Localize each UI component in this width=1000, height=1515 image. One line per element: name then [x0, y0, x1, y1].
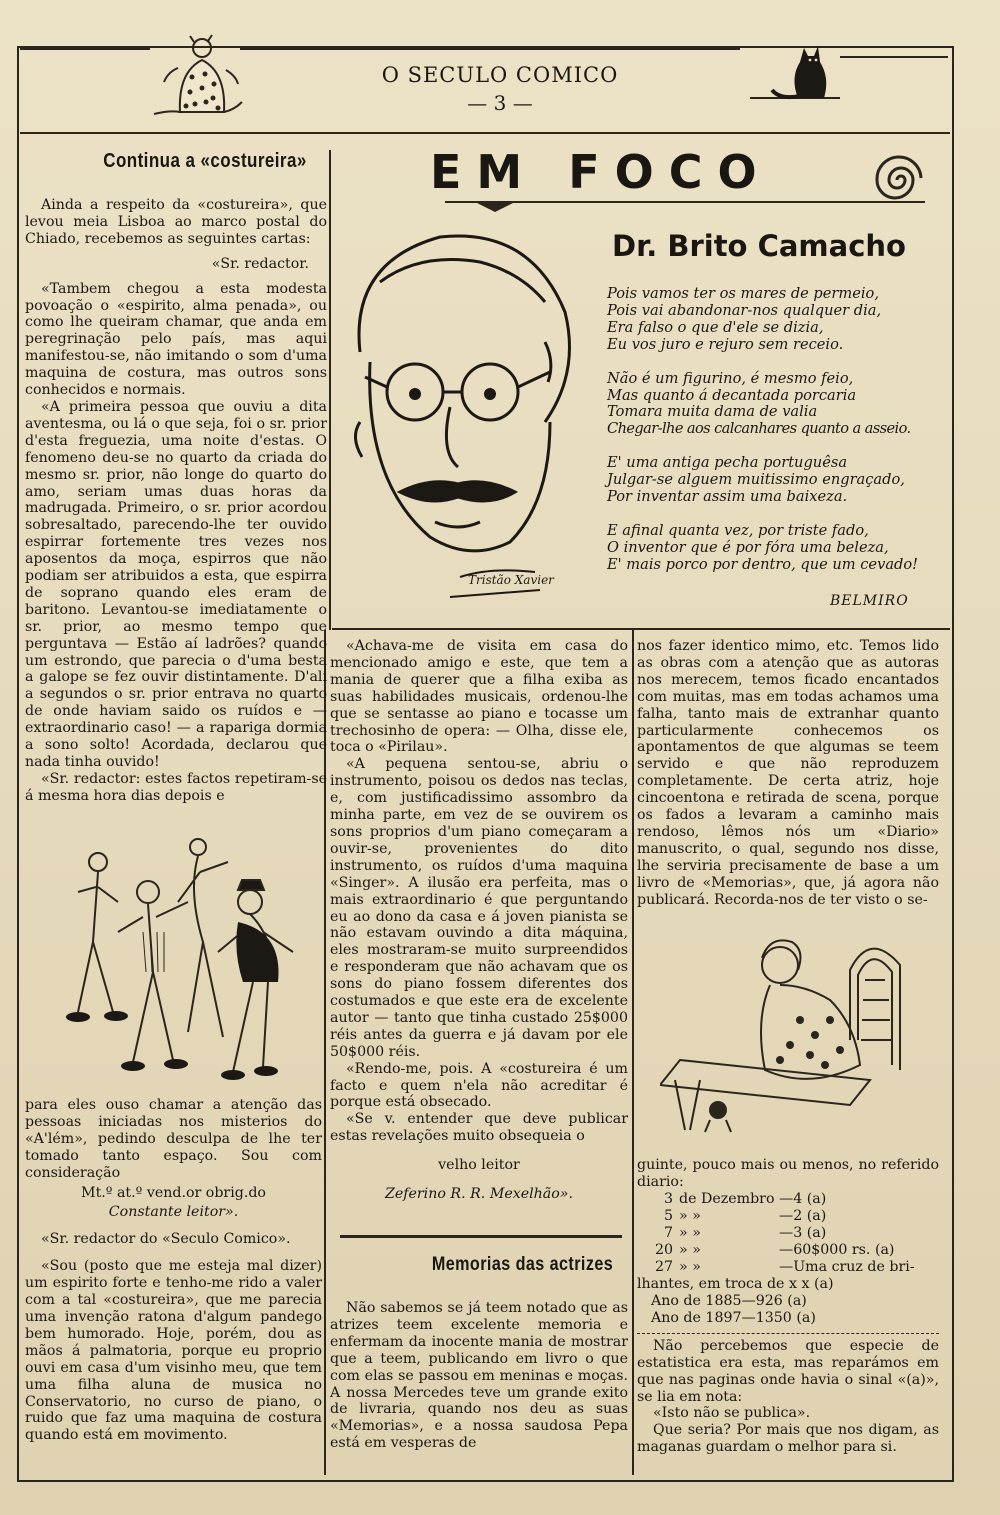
stanza-4: [607, 523, 947, 574]
verse: Julgar-se alguem muitissimo engraçado,: [607, 471, 905, 489]
verse: Tomara muita dama de valia: [607, 403, 818, 421]
header-rule-center: [240, 48, 740, 50]
column-2-upper: [330, 638, 628, 1203]
salutation: «Sr. redactor.: [211, 255, 309, 272]
subject-name: Dr. Brito Camacho: [612, 229, 906, 263]
diary-row-continued: lhantes, em troca de x x (a): [637, 1275, 834, 1292]
black-cat-icon: [750, 38, 840, 104]
diary-row: 5 » » —2 (a): [663, 1207, 827, 1224]
verse: Eu vos juro e rejuro sem receio.: [607, 335, 844, 353]
artist-signature: Tristão Xavier: [468, 573, 554, 587]
mascot-doll-icon: [150, 32, 245, 122]
heading-memorias-actrizes: Memorias das actrizes: [431, 1254, 614, 1275]
verse: Por inventar assim uma baixeza.: [607, 488, 848, 506]
verse: Era falso o que d'ele se dizia,: [607, 318, 824, 336]
closing: velho leitor: [438, 1157, 520, 1174]
column-3-lower: [637, 1157, 939, 1456]
diary-year-row: Ano de 1885—926 (a): [651, 1292, 807, 1309]
salutation: «Sr. redactor do «Seculo Comico».: [41, 1231, 291, 1248]
diary-row: 7 » » —3 (a): [663, 1224, 827, 1241]
paragraph: «Rendo-me, pois. A «costureira é um facto e quem n'ela não acreditar é porque está obsecado.: [330, 1060, 628, 1111]
em-foco-bottom-rule: [332, 628, 950, 630]
column-3-upper: [637, 638, 939, 909]
paragraph: «Se v. entender que deve publicar estas revelações muito obsequeia o: [330, 1111, 628, 1145]
signer: Zeferino R. R. Mexelhão».: [385, 1186, 573, 1203]
stanza-2: [607, 371, 947, 439]
header-bottom-rule: [20, 132, 950, 134]
paragraph: Não sabemos se já teem notado que as atrizes teem excelente memoria e enfermam da inocente mania de mostrar que a teem, publicando em livro o que com elas se passou em meninas e moças. A nossa Mercedes teve um grande exito de livraria, quando nos deu as suas «Memorias», e a nossa saudosa Pepa está em vesperas de: [330, 1300, 628, 1452]
paragraph: «A primeira pessoa que ouviu a dita aventesma, ou lá o que seja, foi o sr. prior d'esta freguezia, uma noite d'estas. O fenomeno deu-se no quarto da criada do mesmo sr. prior, não longe do quarto do amo, seriam umas duas horas da madrugada. Primeiro, o sr. prior acordou sobresaltado, parecendo-lhe ter ouvido espirrar fortemente tres vezes nos aposentos da moça, espirros que não podiam ser atribuidos a esta, que espirra de soprano quando eles eram de baritono. Levantou-se imediatamente o sr. prior, ao mesmo tempo que perguntava — Estão aí ladrões? quando um estrondo, que parecia o d'uma besta a galope se fez ouvir distintamente. D'ali a segundos o sr. prior entrava no quarto de onde haviam saido os ruídos e — extraordinario caso! — a rapariga dormia a sono solto! Acordada, declarou que nada tinha ouvido!: [25, 398, 327, 770]
verse: E' mais porco por dentro, que um cevado!: [607, 555, 919, 573]
verse: Pois vai abandonar-nos qualquer dia,: [607, 301, 882, 319]
column-1-lower: [25, 1097, 322, 1444]
page-number: — 3 —: [467, 91, 533, 115]
signer: Constante leitor».: [108, 1204, 239, 1221]
paragraph: «A pequena sentou-se, abriu o instrumento, poisou os dedos nas teclas, e, com justificadissimo assombro da minha parte, em vez de se ouvirem os sons proprios d'um piano começaram a ouvir-se, provenientes do dito instrumento, os ruídos d'uma maquina «Singer». A ilusão era perfeita, mas o mais extraordinario é que perguntando eu ao dono da casa e á joven pianista se não estavam ouvindo a dita máquina, eles mostraram-se muito surpreendidos e responderam que não achavam que os sons do piano fossem diferentes dos costumados e que este era de excelente autor — tanto que tinha custado 25$000 réis antes da guerra e já davam por ele 50$000 réis.: [330, 756, 628, 1060]
em-foco-underline: [445, 198, 925, 216]
diary-table: [637, 1191, 939, 1327]
paragraph: «Tambem chegou a esta modesta povoação o «espirito, alma penada», ou como lhe queiram chamar, que anda em peregrinação pelo país, mas aqui manifestou-se, não imitando o som d'uma maquina de costura, mas outros sons conhecidos e normais.: [25, 280, 327, 399]
diary-row: 27 » » —Uma cruz de bri-: [654, 1258, 915, 1275]
poem: [607, 286, 947, 591]
verse: Não é um figurino, é mesmo feio,: [607, 369, 854, 387]
verse: O inventor que é por fóra uma beleza,: [607, 538, 889, 556]
column-2-lower: [330, 1300, 628, 1452]
paragraph: «Sou (posto que me esteja mal dizer) um espirito forte e tenho-me rido a valer com a tal «costureira», que me parecia uma invenção ratona d'algum pandego bem humorado. Hoje, porém, dou as mãos á palmatoria, porque eu proprio ouvi em casa d'um visinho meu, que tem uma filha aluna de musica no Conservatorio, no curso de piano, o ruido que faz uma maquina de costura quando está em movimento.: [25, 1258, 322, 1444]
heading-continua-costureira: Continua a «costureira»: [103, 150, 307, 172]
column-1-upper: [25, 197, 327, 805]
caricature-portrait: [340, 222, 590, 602]
column-rule-1-upper: [329, 150, 331, 630]
header-rule-right: [840, 56, 948, 58]
stanza-1: [607, 286, 947, 354]
paragraph: Não percebemos que especie de estatistica era esta, mas reparámos em que nas paginas onde havia o sinal «(a)», se lia em nota:: [637, 1337, 939, 1405]
paragraph: «Achava-me de visita em casa do mencionado amigo e este, que tem a mania de querer que a filha exiba as suas habilidades musicais, ordenou-lhe que se sentasse ao piano e tocasse um trechosinho de opera: — Olha, disse ele, toca o «Pirilau».: [330, 638, 628, 756]
stanza-3: [607, 455, 947, 506]
diary-row: 3 de Dezembro —4 (a): [663, 1190, 827, 1207]
paragraph: guinte, pouco mais ou menos, no referido diario:: [637, 1157, 939, 1190]
paragraph: para eles ouso chamar a atenção das pessoas iniciadas nos misterios do «A'lém», pedindo desculpa de lhe ter tomado tanto espaço. Sou com consideração: [25, 1097, 322, 1181]
header-rule-left: [20, 48, 150, 50]
section-divider: [340, 1235, 622, 1238]
diary-year-row: Ano de 1897—1350 (a): [651, 1309, 816, 1326]
verse: Mas quanto á decantada porcaria: [607, 386, 857, 404]
woman-at-window-illustration: [660, 930, 930, 1150]
poem-signature: BELMIRO: [830, 593, 909, 609]
paragraph: «Sr. redactor: estes factos repetiram-se á mesma hora dias depois e: [25, 770, 327, 804]
divider: [637, 1333, 939, 1334]
newspaper-title: O SECULO COMICO: [381, 63, 619, 87]
paragraph: Que seria? Por mais que nos digam, as maganas guardam o melhor para si.: [637, 1422, 939, 1456]
paragraph: nos fazer identico mimo, etc. Temos lido as obras com a atenção que as autoras nos merecem, temos ficado encantados com muitas, mas em todas achamos uma falha, tanto mais de extranhar quanto particularmente conhecemos os apontamentos de que algumas se teem servido e que não reproduzem completamente. De certa atriz, hoje cincoentona e retirada de scena, porque os fados a levaram a caminho mais rendoso, lêmos nós um «Diario» manuscrito, o qual, segundo nos disse, lhe serviria precisamente de base a um livro de «Memorias», que, já agora não publicará. Recorda-nos de ter visto o se-: [637, 638, 939, 908]
verse: E afinal quanta vez, por triste fado,: [607, 521, 869, 539]
paragraph: Ainda a respeito da «costureira», que levou meia Lisboa ao marco postal do Chiado, recebemos as seguintes cartas:: [25, 197, 327, 247]
verse: Chegar-lhe aos calcanhares quanto a asseio.: [607, 420, 911, 438]
closing: Mt.º at.º vend.or obrig.do: [81, 1184, 266, 1201]
diary-row: 20 » » —60$000 rs. (a): [654, 1241, 895, 1258]
verse: E' uma antiga pecha portuguêsa: [607, 454, 848, 472]
column-rule-2: [632, 630, 634, 1475]
paragraph: «Isto não se publica».: [653, 1405, 811, 1422]
dancing-men-illustration: [38, 832, 308, 1082]
em-foco-title: EM FOCO: [430, 145, 772, 199]
verse: Pois vamos ter os mares de permeio,: [607, 285, 879, 302]
